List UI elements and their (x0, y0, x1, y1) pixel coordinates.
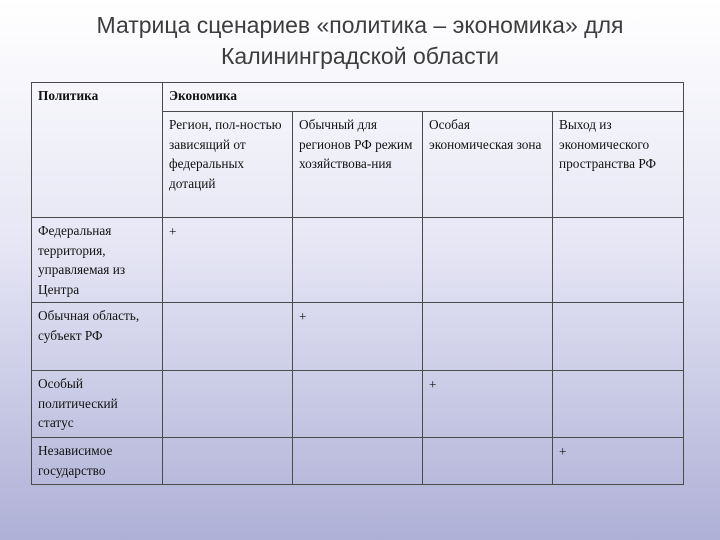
economy-header-cell: Экономика (163, 83, 684, 112)
economy-column-header: Регион, пол-ностью зависящий от федеральных дотаций (163, 112, 293, 218)
table-row (32, 371, 684, 438)
matrix-cell: + (293, 303, 423, 371)
matrix-cell (293, 371, 423, 438)
matrix-cell (163, 371, 293, 438)
economy-column-header: Особая экономическая зона (423, 112, 553, 218)
matrix-cell (553, 218, 684, 303)
politics-row-label: Независимое государство (32, 438, 163, 485)
table-row (32, 438, 684, 485)
economy-column-header: Выход из экономического пространства РФ (553, 112, 684, 218)
matrix-cell: + (553, 438, 684, 485)
matrix-cell: + (163, 218, 293, 303)
matrix-cell (423, 303, 553, 371)
header-row (32, 83, 684, 112)
matrix-cell (293, 438, 423, 485)
title-line-1: Матрица сценариев «политика – экономика» для (96, 12, 624, 38)
economy-column-header: Обычный для регионов РФ режим хозяйствова-ния (293, 112, 423, 218)
title-line-2: Калининградской области (221, 43, 499, 69)
matrix-cell: + (423, 371, 553, 438)
table-row (32, 218, 684, 303)
politics-header-cell: Политика (32, 83, 163, 218)
matrix-cell (423, 438, 553, 485)
matrix-cell (553, 303, 684, 371)
politics-row-label: Обычная область, субъект РФ (32, 303, 163, 371)
table-row (32, 303, 684, 371)
politics-row-label: Особый политический статус (32, 371, 163, 438)
scenario-matrix-table (31, 82, 684, 485)
politics-row-label: Федеральная территория, управляемая из Центра (32, 218, 163, 303)
matrix-cell (423, 218, 553, 303)
matrix-cell (293, 218, 423, 303)
matrix-cell (553, 371, 684, 438)
slide-title (40, 10, 680, 72)
matrix-cell (163, 438, 293, 485)
matrix-cell (163, 303, 293, 371)
